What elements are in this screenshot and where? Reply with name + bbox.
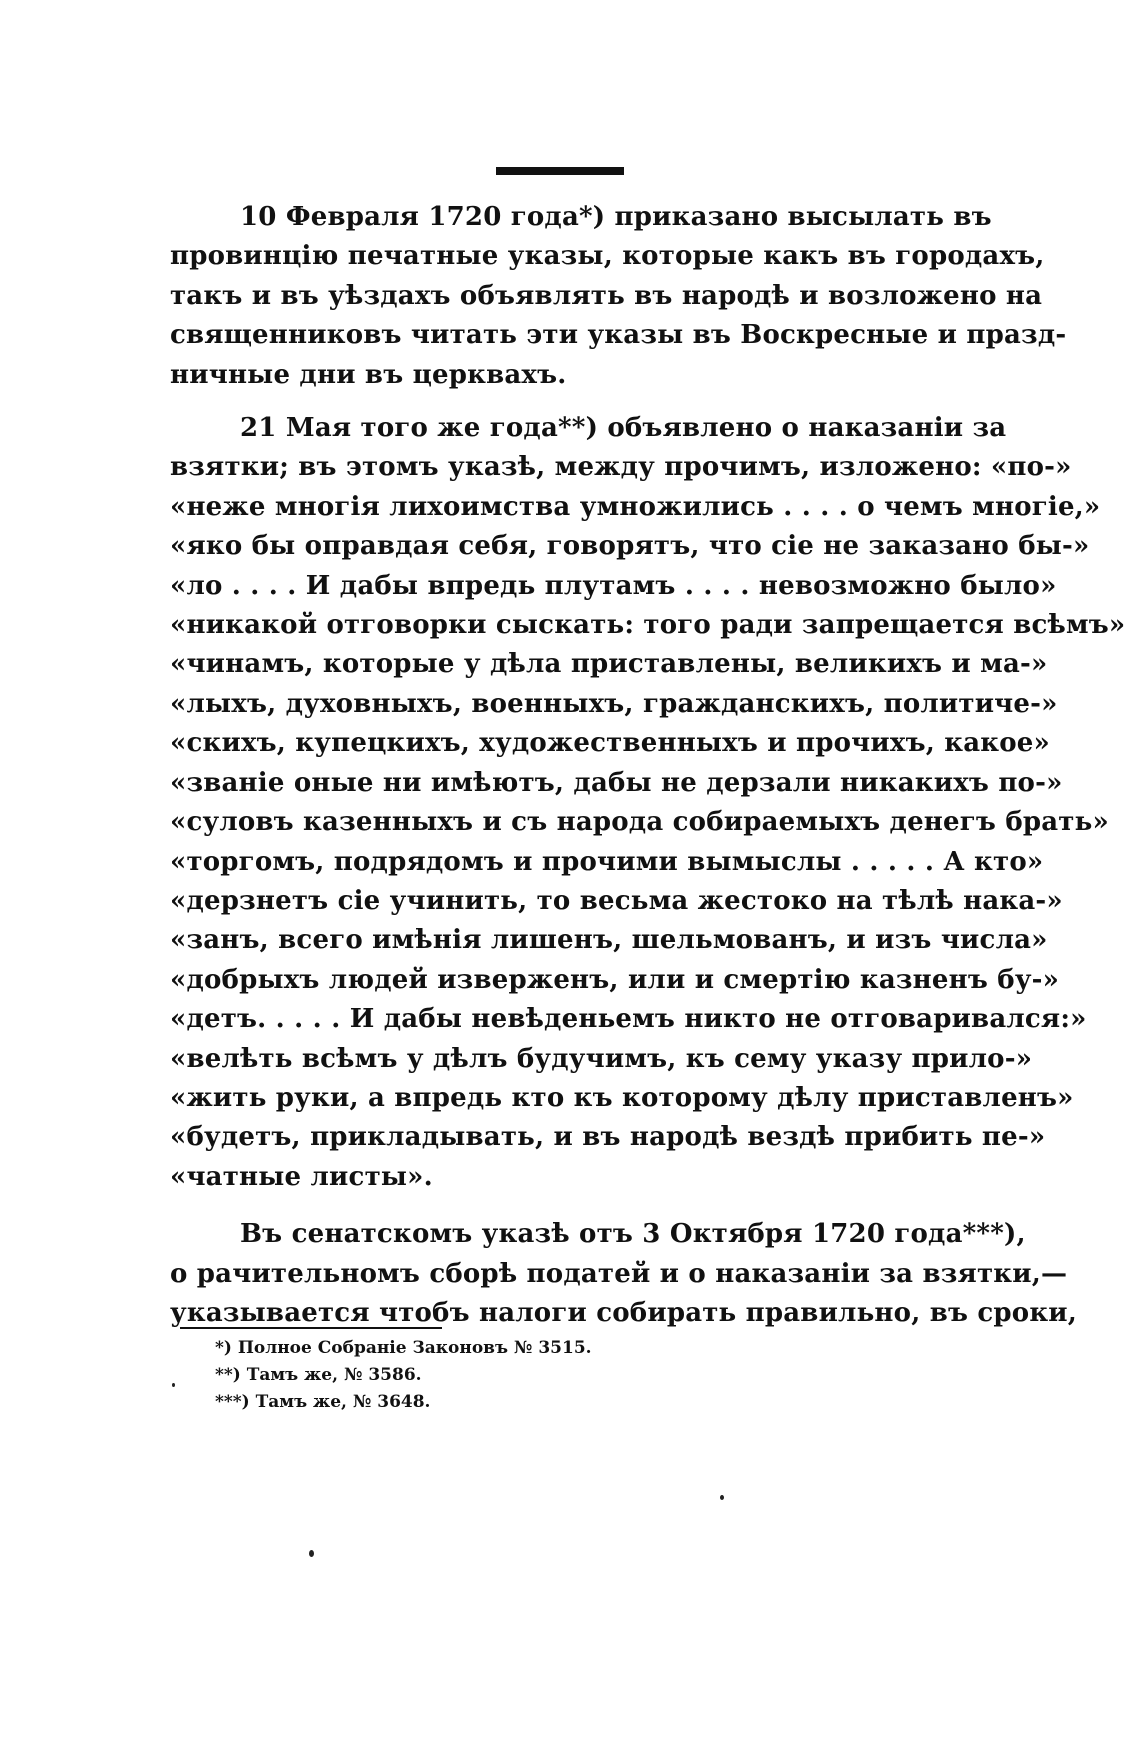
text-line: такъ и въ уѣздахъ объявлять въ народѣ и возложено на (170, 280, 1043, 311)
text-line: «чатные листы». (170, 1161, 433, 1192)
text-line: «ло . . . . И дабы впредь плутамъ . . . . невозможно было» (170, 570, 1057, 601)
header-ornament-rule (496, 167, 624, 175)
ink-speck (172, 1383, 175, 1387)
footnote-separator (180, 1327, 442, 1329)
footnote-1: *) Полное Собраніе Законовъ № 3515. (215, 1338, 592, 1358)
text-line: «дерзнетъ сіе учинить, то весьма жестоко на тѣлѣ нака-» (170, 885, 1063, 916)
text-line: «торгомъ, подрядомъ и прочими вымыслы . . . . . А кто» (170, 846, 1044, 877)
text-line: «занъ, всего имѣнія лишенъ, шельмованъ, и изъ числа» (170, 925, 1048, 956)
text-line: 21 Мая того же года**) объявлено о наказаніи за (240, 413, 1007, 444)
text-line: «никакой отговорки сыскать: того ради запрещается всѣмъ» (170, 610, 1126, 641)
text-line: «скихъ, купецкихъ, художественныхъ и прочихъ, какое» (170, 728, 1050, 759)
text-line: «званіе оные ни имѣютъ, дабы не дерзали никакихъ по-» (170, 767, 1063, 798)
footnotes (215, 1335, 815, 1416)
text-line: священниковъ читать эти указы въ Воскресные и празд- (170, 320, 1067, 351)
paragraph-2 (170, 409, 1126, 1197)
text-line: «будетъ, прикладывать, и въ народѣ вездѣ прибить пе-» (170, 1122, 1046, 1153)
text-line: «суловъ казенныхъ и съ народа собираемыхъ денегъ брать» (170, 807, 1109, 838)
text-line: «велѣть всѣмъ у дѣлъ будучимъ, къ сему указу прило-» (170, 1043, 1033, 1074)
text-line: о рачительномъ сборѣ податей и о наказаніи за взятки,— (170, 1258, 1068, 1289)
text-line: «лыхъ, духовныхъ, военныхъ, гражданскихъ, политиче-» (170, 688, 1058, 719)
main-text (170, 198, 1126, 1333)
ink-speck (720, 1495, 724, 1500)
text-line: «яко бы оправдая себя, говорятъ, что сіе не заказано бы-» (170, 531, 1090, 562)
footnote-2: **) Тамъ же, № 3586. (215, 1365, 422, 1385)
text-line: «неже многія лихоимства умножились . . . . о чемъ многіе,» (170, 491, 1101, 522)
text-line: 10 Февраля 1720 года*) приказано высылать въ (240, 202, 992, 232)
text-line: «добрыхъ людей изверженъ, или и смертію казненъ бу-» (170, 964, 1060, 995)
text-line: «детъ. . . . . И дабы невѣденьемъ никто не отговаривался:» (170, 1004, 1087, 1035)
footnote-3: ***) Тамъ же, № 3648. (215, 1392, 431, 1412)
ink-speck (309, 1550, 314, 1557)
text-line: Въ сенатскомъ указѣ отъ 3 Октября 1720 года***), (240, 1219, 1026, 1250)
text-line: ничные дни въ церквахъ. (170, 359, 567, 390)
text-line: «чинамъ, которые у дѣла приставлены, великихъ и ма-» (170, 649, 1048, 680)
text-line: провинцію печатные указы, которые какъ въ городахъ, (170, 241, 1045, 272)
paragraph-1 (170, 198, 1067, 395)
text-line: взятки; въ этомъ указѣ, между прочимъ, изложено: «по-» (170, 452, 1072, 483)
text-line: указывается чтобъ налоги собирать правильно, въ сроки, (170, 1297, 1078, 1328)
paragraph-3 (170, 1215, 1078, 1333)
text-line: «жить руки, а впредь кто къ которому дѣлу приставленъ» (170, 1082, 1074, 1113)
